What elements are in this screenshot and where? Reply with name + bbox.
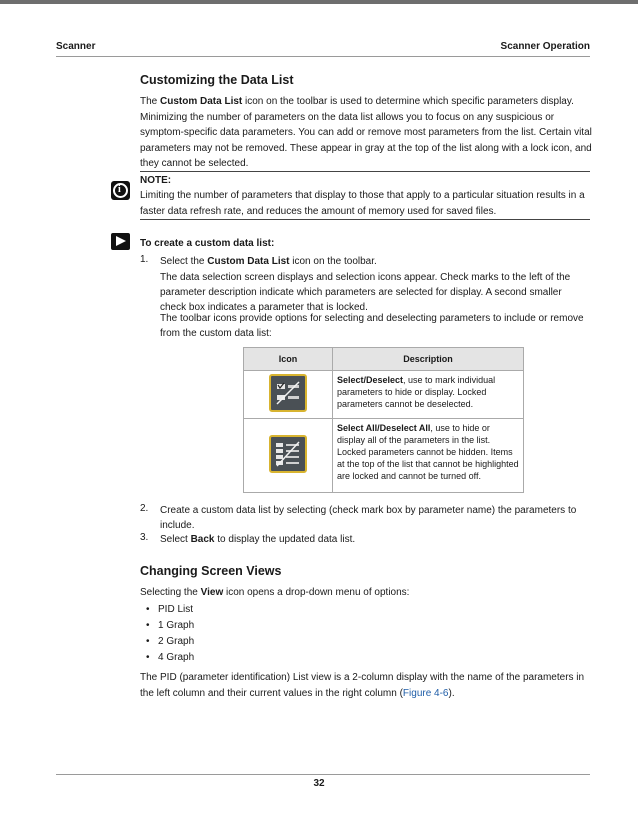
note-bottom-rule [140, 219, 590, 220]
select-deselect-icon [269, 374, 307, 412]
table-header-row [244, 348, 524, 371]
section-title-screen-views: Changing Screen Views [140, 564, 282, 578]
table-description-cell: Select All/Deselect All, use to hide or display all of the parameters in the list. Locked parameters cannot be hidden. Items at the top of the list that cannot be highlighted are locked and cannot be turned off. [333, 419, 524, 493]
icon-description-table [243, 347, 524, 493]
table-row [244, 371, 524, 419]
list-item: • PID List [140, 602, 194, 618]
select-deselect-all-icon [269, 435, 307, 473]
pid-list-description: The PID (parameter identification) List view is a 2-column display with the name of the parameters in the left column and their current values in the right column (Figure 4-6). [140, 672, 585, 699]
table-header-description: Description [333, 348, 524, 371]
table-description-cell: Select/Deselect, use to mark individual parameters to hide or display. Locked parameters cannot be deselected. [333, 371, 524, 419]
section-title-custom-data-list: Customizing the Data List [140, 73, 294, 87]
procedure-arrow-icon [111, 233, 130, 250]
page-number: 32 [313, 778, 325, 789]
step-2-number: 2. [140, 503, 149, 514]
table-header-icon: Icon [244, 348, 333, 371]
table-icon-cell [244, 371, 333, 419]
note-top-rule [140, 171, 590, 172]
note-text: Limiting the number of parameters that display to those that apply to a particular situation results in a faster data refresh rate, and reduces the amount of memory used for saved files. [140, 190, 585, 217]
header-left: Scanner [56, 41, 96, 52]
step-3-number: 3. [140, 532, 149, 543]
note-label: NOTE: [140, 175, 172, 186]
figure-link[interactable]: Figure 4-6 [402, 687, 449, 699]
top-border [0, 0, 638, 4]
footer-divider [56, 774, 590, 775]
header-divider [56, 56, 590, 57]
step-1-detail: The data selection screen displays and selection icons appear. Check marks to the left of the parameter description indicate which parameters are selected for display. A second smaller check box indicates a parameter that is locked. [160, 272, 571, 313]
step-3-text: Select Back to display the updated data list. [160, 534, 356, 545]
list-item: • 1 Graph [140, 618, 194, 634]
list-item: • 4 Graph [140, 650, 194, 666]
custom-data-list-intro: The Custom Data List icon on the toolbar is used to determine which specific parameters display. Minimizing the number of parameters on the data list allows you to focus on any suspicious or symptom-specific data parameters. You can add or remove most parameters from the list. Certain vital parameters may not be removed. These appear in gray at the top of the list along with a lock icon, and they cannot be selected. [140, 96, 592, 169]
step-1-text: Select the Custom Data List icon on the toolbar. [160, 256, 377, 267]
procedure-title: To create a custom data list: [140, 238, 275, 249]
step-1-number: 1. [140, 254, 149, 265]
step-1-toolbar-note: The toolbar icons provide options for selecting and deselecting parameters to include or remove from the custom data list: [160, 313, 584, 339]
header-right: Scanner Operation [500, 41, 590, 52]
table-icon-cell [244, 419, 333, 493]
list-item: • 2 Graph [140, 634, 194, 650]
step-2-text: Create a custom data list by selecting (check mark box by parameter name) the parameters to include. [160, 505, 577, 531]
info-icon: i [111, 181, 130, 200]
table-row [244, 419, 524, 493]
view-options-list [140, 602, 194, 666]
screen-views-intro: Selecting the View icon opens a drop-down menu of options: [140, 587, 410, 598]
